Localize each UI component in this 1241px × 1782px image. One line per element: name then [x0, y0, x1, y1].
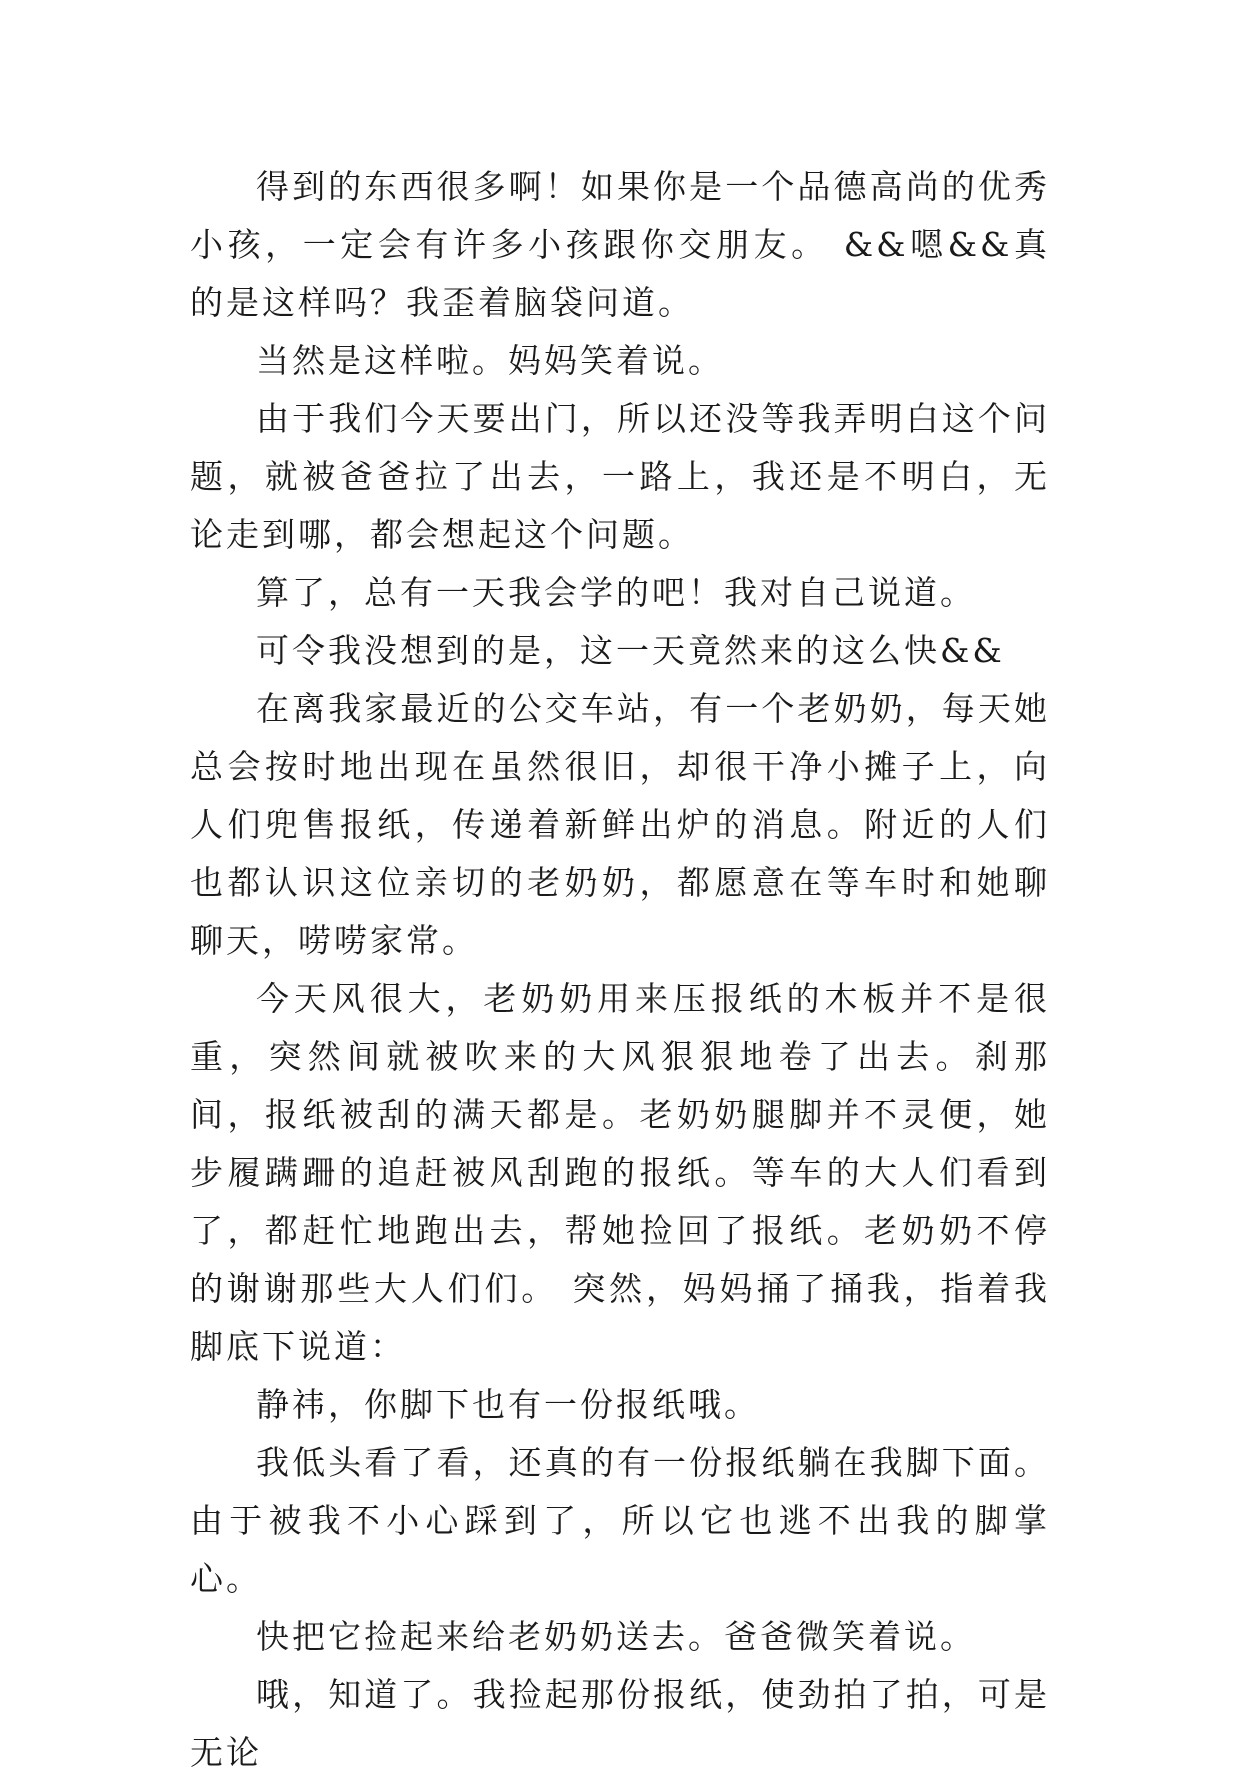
paragraph: 哦，知道了。我捡起那份报纸，使劲拍了拍，可是无论	[190, 1675, 1050, 1772]
paragraph: 由于我们今天要出门，所以还没等我弄明白这个问题，就被爸爸拉了出去，一路上，我还是不明白，无论走到哪，都会想起这个问题。	[190, 399, 1050, 554]
paragraph: 我低头看了看，还真的有一份报纸躺在我脚下面。由于被我不小心踩到了，所以它也逃不出我的脚掌心。	[190, 1443, 1050, 1598]
paragraph: 当然是这样啦。妈妈笑着说。	[256, 341, 724, 380]
paragraph: 算了，总有一天我会学的吧！我对自己说道。	[256, 573, 976, 612]
document-body	[190, 158, 1050, 1782]
paragraph: 今天风很大，老奶奶用来压报纸的木板并不是很重，突然间就被吹来的大风狠狠地卷了出去。刹那间，报纸被刮的满天都是。老奶奶腿脚并不灵便，她步履蹒跚的追赶被风刮跑的报纸。等车的大人们看到了，都赶忙地跑出去，帮她捡回了报纸。老奶奶不停的谢谢那些大人们们。 突然，妈妈捅了捅我，指着我脚底下说道：	[190, 979, 1050, 1366]
paragraph: 得到的东西很多啊！如果你是一个品德高尚的优秀小孩，一定会有许多小孩跟你交朋友。 &&嗯&&真的是这样吗？我歪着脑袋问道。	[190, 167, 1050, 322]
paragraph: 在离我家最近的公交车站，有一个老奶奶，每天她总会按时地出现在虽然很旧，却很干净小摊子上，向人们兜售报纸，传递着新鲜出炉的消息。附近的人们也都认识这位亲切的老奶奶，都愿意在等车时和她聊聊天，唠唠家常。	[190, 689, 1050, 960]
paragraph: 静祎，你脚下也有一份报纸哦。	[256, 1385, 760, 1424]
paragraph: 可令我没想到的是，这一天竟然来的这么快&&	[256, 631, 1005, 670]
paragraph: 快把它捡起来给老奶奶送去。爸爸微笑着说。	[256, 1617, 976, 1656]
